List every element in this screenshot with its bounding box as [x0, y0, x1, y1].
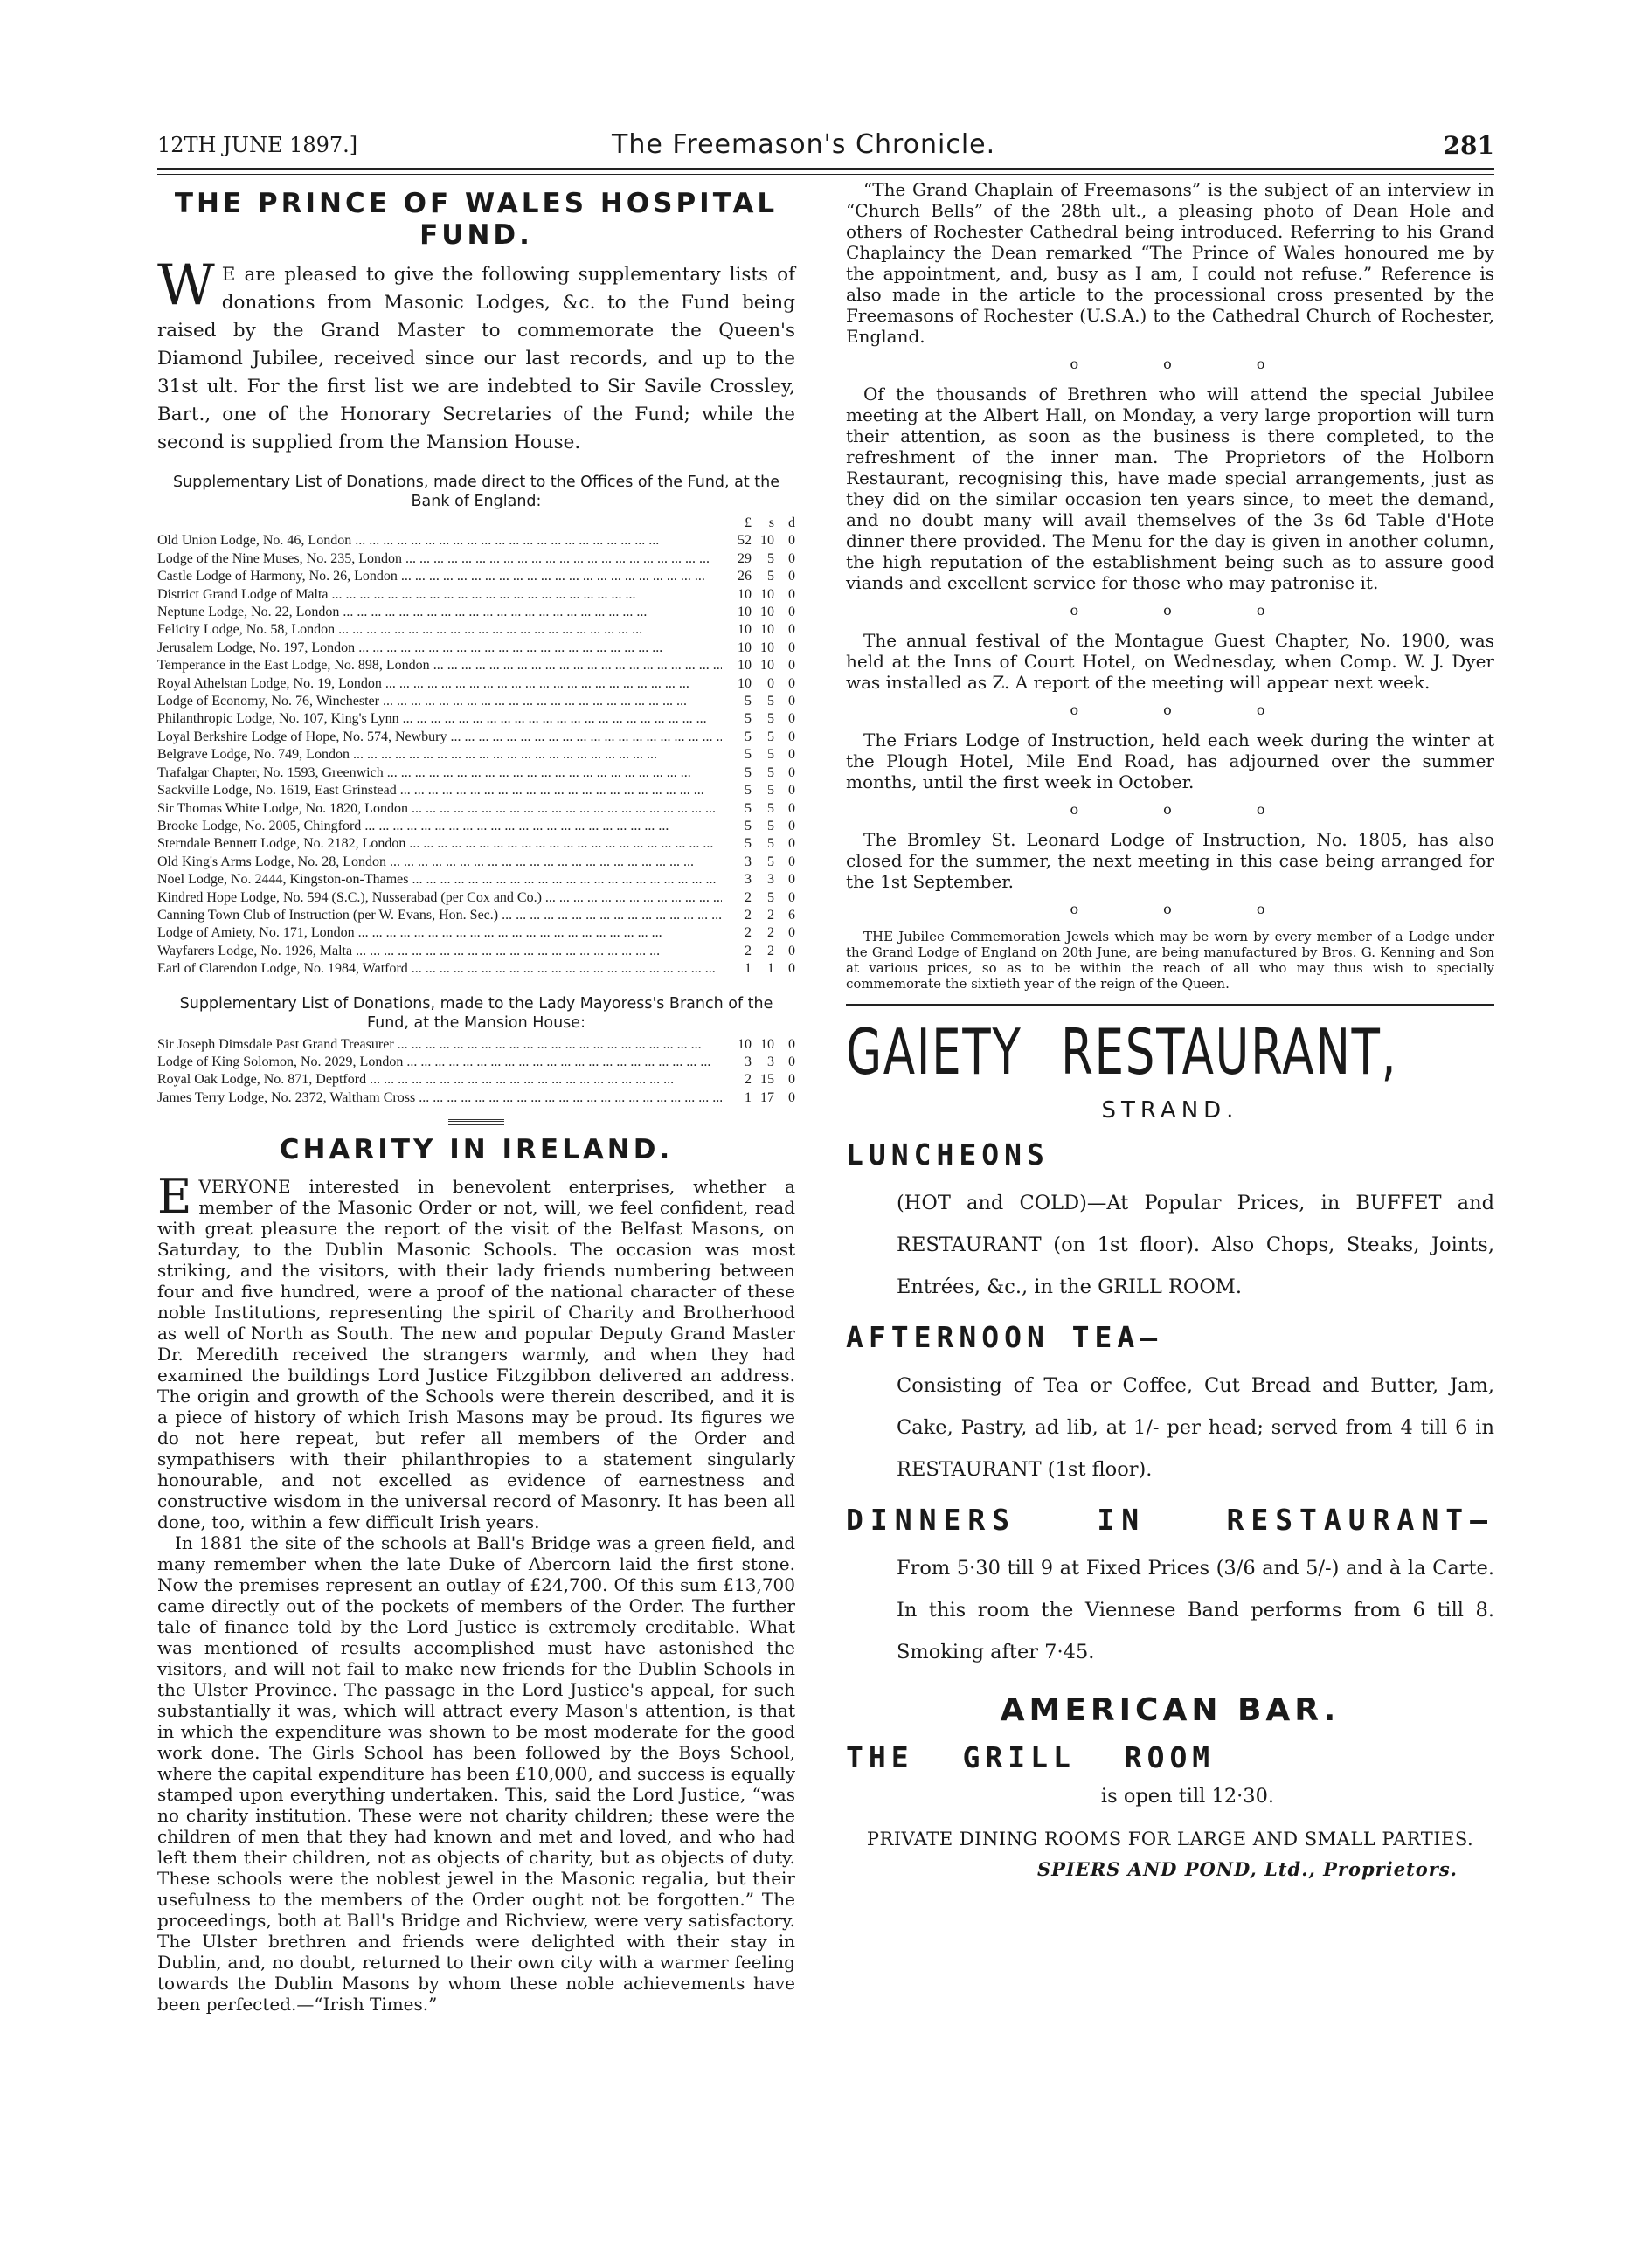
amount-shillings: 5: [767, 800, 774, 816]
donor-name: Lodge of Amiety, No. 171, London ... .: [157, 924, 722, 942]
donation-row: [157, 532, 795, 550]
amount-shillings: 5: [767, 783, 774, 799]
amount-shillings: 5: [767, 569, 774, 584]
donation-row: [157, 800, 795, 818]
amount-pence: 0: [788, 694, 795, 709]
charity-para-2: In 1881 the site of the schools at Ball's Bridge was a green field, and many remember when the late Duke of Abercorn laid the first stone. Now the premises represent an outlay of £24,700. Of this sum £13,700 came directly out of the pockets of members of the Order. The further tale of finance told by the Lord Justice is extremely creditable. What was mentioned of results accomplished must have astonished the visitors, and will not fail to make new friends for the Dublin Schools in the Ulster Province. The passage in the Lord Justice's appeal, for such substantially it was, which will attract every Mason's attention, is that in which the expenditure was shown to be most moderate for the good work done. The Girls School has been followed by the Boys School, where the capital expenditure has been £10,000, and success is equally stamped upon everything undertaken. This, said the Lord Justice, “was no charity institution. These were not charity children; these were the children of men that they had known and met and loved, and who had left them their children, not as objects of charity, but as objects of duty. These schools were the noblest jewel in the Masonic regalia, but their usefulness to the members of the Order ought not be forgotten.” The proceedings, both at Ball's Bridge and Richview, were very satisfactory. The Ulster brethren and friends were delighted with their stay in Dublin, and, no doubt, returned to their own city with a warmer feeling towards the Dublin Masons by whom these noble achievements have been perfected.—“Irish Times.”: [157, 1532, 795, 2016]
donor-name: Temperance in the East Lodge, No. 898, London ... .: [157, 657, 722, 674]
donation-row: [157, 854, 795, 871]
amount-pence: 0: [788, 943, 795, 958]
donation-row: [157, 1036, 795, 1054]
donation-row: [157, 907, 795, 924]
amount-pounds: 3: [745, 1054, 752, 1069]
note-jubilee-jewels: THE Jubilee Commemoration Jewels which may be worn by every member of a Lodge under the Grand Lodge of England on 20th June, are being manufactured by Bros. G. Kenning and Son at various prices, so as to be within the reach of all who may thus wish to specially commemorate the sixtieth year of the reign of the Queen.: [846, 929, 1494, 992]
donation-row: [157, 621, 795, 639]
amount-pence: 0: [788, 854, 795, 869]
amount-pounds: 5: [745, 729, 752, 744]
proprietors: SPIERS AND POND, Ltd., Proprietors.: [1036, 1858, 1458, 1880]
donor-name: Felicity Lodge, No. 58, London ... .: [157, 621, 722, 639]
amount-shillings: 5: [767, 836, 774, 852]
amount-pounds: 52: [738, 533, 752, 549]
amount-pounds: 10: [738, 640, 752, 655]
pounds-header: £: [745, 515, 752, 530]
amount-pence: 0: [788, 925, 795, 941]
amount-shillings: 10: [760, 533, 774, 549]
hospital-fund-title: THE PRINCE OF WALES HOSPITAL FUND.: [174, 188, 779, 251]
donations-table-1: [157, 515, 795, 978]
donation-row: [157, 1054, 795, 1071]
amount-shillings: 2: [767, 907, 774, 923]
shillings-header: s: [768, 515, 774, 530]
grill-room-heading: [846, 1740, 1494, 1774]
amount-pence: 0: [788, 872, 795, 888]
donation-row: [157, 604, 795, 621]
issue-date: 12TH JUNE 1897.]: [157, 133, 358, 157]
grill-heading-1: THE: [846, 1740, 914, 1774]
donation-row: [157, 640, 795, 657]
amount-pounds: 10: [738, 622, 752, 638]
donation-row: [157, 943, 795, 960]
donation-row: [157, 1071, 795, 1089]
amount-shillings: 17: [760, 1089, 774, 1105]
amount-shillings: 5: [767, 818, 774, 833]
amount-pence: 0: [788, 640, 795, 655]
donor-name: Sterndale Bennett Lodge, No. 2182, London ... .: [157, 835, 722, 853]
donation-row: [157, 871, 795, 889]
amount-pounds: 10: [738, 605, 752, 620]
advert-title-word-2: RESTAURANT,: [1060, 1015, 1397, 1089]
amount-pounds: 10: [738, 675, 752, 691]
donation-row: [157, 782, 795, 799]
amount-pence: 0: [788, 747, 795, 763]
charity-title: CHARITY IN IRELAND.: [279, 1134, 674, 1166]
amount-shillings: 10: [760, 622, 774, 638]
amount-pence: 0: [788, 533, 795, 549]
amount-shillings: 3: [767, 872, 774, 888]
donation-row: [157, 764, 795, 782]
donor-name: Lodge of King Solomon, No. 2029, London ... .: [157, 1054, 722, 1071]
amount-pounds: 1: [745, 961, 752, 977]
list2-heading: Supplementary List of Donations, made to the Lady Mayoress's Branch of the Fund, at the Mansion House:: [179, 994, 773, 1032]
amount-pounds: 5: [745, 783, 752, 799]
donation-row: [157, 657, 795, 674]
amount-pounds: 10: [738, 658, 752, 674]
donor-name: Sir Joseph Dimsdale Past Grand Treasurer ... .: [157, 1036, 722, 1054]
masthead-title: The Freemason's Chronicle.: [612, 129, 996, 160]
amount-pence: 0: [788, 1072, 795, 1088]
separator: o o o: [1070, 801, 1306, 818]
amount-pence: 0: [788, 550, 795, 566]
donor-name: Philanthropic Lodge, No. 107, King's Lynn ... .: [157, 710, 722, 728]
amount-pounds: 10: [738, 1036, 752, 1052]
dinners-heading: [846, 1503, 1494, 1537]
section-divider: [448, 1119, 504, 1125]
advert-title: [846, 1015, 1494, 1089]
charity-drop-cap: E: [157, 1169, 192, 1225]
advert-location: STRAND.: [1101, 1097, 1239, 1124]
amount-pounds: 3: [745, 854, 752, 869]
donor-name: Earl of Clarendon Lodge, No. 1984, Watford ... .: [157, 960, 722, 978]
donation-row: [157, 550, 795, 568]
donor-name: Royal Oak Lodge, No. 871, Deptford ... .: [157, 1071, 722, 1089]
donation-row: [157, 960, 795, 978]
amount-shillings: 5: [767, 854, 774, 869]
amount-pounds: 26: [738, 569, 752, 584]
donor-name: Castle Lodge of Harmony, No. 26, London ... .: [157, 568, 722, 585]
page-number: 281: [1443, 131, 1494, 160]
donor-name: Loyal Berkshire Lodge of Hope, No. 574, Newbury ... .: [157, 729, 722, 746]
amount-pounds: 5: [745, 800, 752, 816]
note-grand-chaplain: “The Grand Chaplain of Freemasons” is the subject of an interview in “Church Bells” of the 28th ult., a pleasing photo of Dean Hole and others of Rochester Cathedral being introduced. Referring to his Grand Chaplaincy the Dean remarked “The Prince of Wales honoured me by the appointment, and, busy as I am, I could not refuse.” Reference is also made in the article to the processional cross presented by the Freemasons of Rochester (U.S.A.) to the Cathedral Church of Rochester, England.: [846, 179, 1494, 347]
amount-pence: 6: [788, 907, 795, 923]
donor-name: Trafalgar Chapter, No. 1593, Greenwich ... .: [157, 764, 722, 782]
list1-heading: Supplementary List of Donations, made direct to the Offices of the Fund, at the Bank of England:: [172, 474, 780, 510]
amount-pence: 0: [788, 764, 795, 780]
donor-name: Royal Athelstan Lodge, No. 19, London ... .: [157, 675, 722, 693]
donor-name: Old King's Arms Lodge, No. 28, London ... .: [157, 854, 722, 871]
amount-pence: 0: [788, 1036, 795, 1052]
amount-pounds: 2: [745, 925, 752, 941]
amount-pounds: 1: [745, 1089, 752, 1105]
amount-pounds: 5: [745, 818, 752, 833]
grill-heading-2: GRILL: [962, 1740, 1076, 1774]
donor-name: Brooke Lodge, No. 2005, Chingford ... .: [157, 818, 722, 835]
note-bromley: The Bromley St. Leonard Lodge of Instruction, No. 1805, has also closed for the summer, the next meeting in this case being arranged for the 1st September.: [846, 829, 1494, 892]
donations-list-2: [157, 1036, 795, 1108]
amount-pence: 0: [788, 569, 795, 584]
donation-row: [157, 675, 795, 693]
amount-shillings: 0: [767, 675, 774, 691]
separator: o o o: [1070, 901, 1306, 917]
dinners-heading-1: DINNERS: [846, 1503, 1017, 1537]
amount-shillings: 5: [767, 747, 774, 763]
amount-pence: 0: [788, 818, 795, 833]
note-albert-hall: Of the thousands of Brethren who will attend the special Jubilee meeting at the Albert Hall, on Monday, a very large proportion will turn their attention, as soon as the business is there completed, to the refreshment of the inner man. The Proprietors of the Holborn Restaurant, recognising this, have made special arrangements, just as they did on the similar occasion ten years since, to meet the demand, and no doubt many will avail themselves of the 3s 6d Table d'Hote dinner there provided. The Menu for the day is given in another column, the high reputation of the establishment being such as to assure good viands and excellent service for those who may patronise it.: [846, 384, 1494, 593]
drop-cap: W: [157, 253, 215, 318]
amount-shillings: 5: [767, 764, 774, 780]
currency-header-row: [157, 515, 795, 532]
luncheons-text: (HOT and COLD)—At Popular Prices, in BUFFET and RESTAURANT (on 1st floor). Also Chops, Steaks, Joints, Entrées, &c., in the GRILL ROOM.: [897, 1192, 1494, 1298]
gaiety-advert: [846, 1015, 1494, 1880]
hospital-fund-intro: [157, 253, 795, 457]
note-friars-lodge: The Friars Lodge of Instruction, held each week during the winter at the Plough Hotel, Mile End Road, has adjourned over the summer months, until the first week in October.: [846, 729, 1494, 792]
american-bar: AMERICAN BAR.: [1000, 1692, 1341, 1728]
donor-name: Lodge of Economy, No. 76, Winchester ... .: [157, 693, 722, 710]
donor-name: Wayfarers Lodge, No. 1926, Malta ... .: [157, 943, 722, 960]
charity-para-1-text: VERYONE interested in benevolent enterprises, whether a member of the Masonic Order or not, will, we feel confident, read with great pleasure the report of the visit of the Belfast Masons, on Saturday, to the Dublin Masonic Schools. The occasion was most striking, and the visitors, with their lady friends numbering between four and five hundred, were a proof of the national character of these noble Institutions, representing the spirit of Charity and Brotherhood as well of North as South. The new and popular Deputy Grand Master Dr. Meredith received the strangers warmly, and when they had examined the buildings Lord Justice Fitzgibbon delivered an address. The origin and growth of the Schools were therein described, and it is a piece of history of which Irish Masons may be proud. Its figures we do not here repeat, but refer all members of the Order and sympathisers with their philanthropies to a statement singularly honourable, and not excelled as evidence of earnestness and constructive wisdom in the universal record of Masonry. It has been all done, too, within a few difficult Irish years.: [157, 1176, 795, 1533]
amount-pounds: 3: [745, 872, 752, 888]
amount-pounds: 2: [745, 889, 752, 905]
amount-shillings: 10: [760, 586, 774, 602]
amount-pence: 0: [788, 800, 795, 816]
amount-pounds: 5: [745, 711, 752, 727]
separator: o o o: [1070, 356, 1306, 372]
dinners-text: From 5·30 till 9 at Fixed Prices (3/6 and 5/-) and à la Carte. In this room the Viennese Band performs from 6 till 8. Smoking after 7·45.: [897, 1557, 1494, 1663]
page-header: [157, 129, 1494, 164]
amount-pounds: 5: [745, 694, 752, 709]
separator: o o o: [1070, 702, 1306, 718]
afternoon-tea-text: Consisting of Tea or Coffee, Cut Bread and Butter, Jam, Cake, Pastry, ad lib, at 1/- per head; served from 4 till 6 in RESTAURANT (1st floor).: [897, 1374, 1494, 1481]
amount-pence: 0: [788, 1089, 795, 1105]
grill-heading-3: ROOM: [1124, 1740, 1216, 1774]
amount-shillings: 1: [767, 961, 774, 977]
donor-name: Kindred Hope Lodge, No. 594 (S.C.), Nusserabad (per Cox and Co.) ... .: [157, 889, 722, 907]
amount-shillings: 3: [767, 1054, 774, 1069]
luncheons-heading: LUNCHEONS: [846, 1137, 1050, 1172]
donation-row: [157, 889, 795, 907]
amount-pence: 0: [788, 605, 795, 620]
donor-name: Old Union Lodge, No. 46, London ... .: [157, 532, 722, 550]
dinners-heading-3: RESTAURANT—: [1226, 1503, 1494, 1537]
left-column: [157, 179, 795, 2015]
donations-table-2: [157, 1036, 795, 1108]
donation-row: [157, 924, 795, 942]
donation-row: [157, 710, 795, 728]
amount-pounds: 10: [738, 586, 752, 602]
amount-shillings: 10: [760, 640, 774, 655]
donation-row: [157, 835, 795, 853]
charity-para-1: [157, 1169, 795, 1533]
donation-row: [157, 729, 795, 746]
hospital-fund-intro-text: E are pleased to give the following supplementary lists of donations from Masonic Lodges, &c. to the Fund being raised by the Grand Master to commemorate the Queen's Diamond Jubilee, received since our last records, and up to the 31st ult. For the first list we are indebted to Sir Savile Crossley, Bart., one of the Honorary Secretaries of the Fund; while the second is supplied from the Mansion House.: [157, 264, 795, 453]
amount-pence: 0: [788, 1054, 795, 1069]
donations-list-1: [157, 532, 795, 978]
amount-shillings: 10: [760, 1036, 774, 1052]
donation-row: [157, 586, 795, 604]
amount-pence: 0: [788, 586, 795, 602]
donor-name: Canning Town Club of Instruction (per W. Evans, Hon. Sec.) ... .: [157, 907, 722, 924]
amount-shillings: 5: [767, 889, 774, 905]
donor-name: Noel Lodge, No. 2444, Kingston-on-Thames ... .: [157, 871, 722, 889]
pence-header: d: [788, 515, 795, 530]
amount-pounds: 5: [745, 836, 752, 852]
separator: o o o: [1070, 602, 1306, 619]
note-montague-guest: The annual festival of the Montague Guest Chapter, No. 1900, was held at the Inns of Court Hotel, on Wednesday, when Comp. W. J. Dyer was installed as Z. A report of the meeting will appear next week.: [846, 630, 1494, 693]
amount-pounds: 5: [745, 747, 752, 763]
grill-room-hours: is open till 12·30.: [1100, 1785, 1275, 1808]
amount-pounds: 2: [745, 1072, 752, 1088]
advert-rule: [846, 1004, 1494, 1006]
donor-name: District Grand Lodge of Malta ... .: [157, 586, 722, 604]
donation-row: [157, 746, 795, 764]
header-rule: [157, 168, 1494, 175]
charity-article: [157, 1169, 795, 2016]
amount-shillings: 15: [760, 1072, 774, 1088]
donation-row: [157, 1089, 795, 1107]
donor-name: Sir Thomas White Lodge, No. 1820, London ... .: [157, 800, 722, 818]
donor-name: James Terry Lodge, No. 2372, Waltham Cross ... .: [157, 1089, 722, 1107]
amount-pence: 0: [788, 783, 795, 799]
amount-pence: 0: [788, 961, 795, 977]
amount-pounds: 2: [745, 907, 752, 923]
amount-pence: 0: [788, 622, 795, 638]
dinners-heading-2: IN: [1097, 1503, 1147, 1537]
donor-name: Lodge of the Nine Muses, No. 235, London ... .: [157, 550, 722, 568]
advert-title-word-1: GAIETY: [846, 1015, 1022, 1089]
amount-pence: 0: [788, 889, 795, 905]
amount-pence: 0: [788, 675, 795, 691]
amount-shillings: 5: [767, 711, 774, 727]
notes-section: [846, 179, 1494, 992]
amount-pence: 0: [788, 711, 795, 727]
amount-shillings: 5: [767, 729, 774, 744]
donation-row: [157, 818, 795, 835]
amount-shillings: 10: [760, 658, 774, 674]
amount-pence: 0: [788, 729, 795, 744]
right-column: [846, 179, 1494, 1880]
amount-pounds: 29: [738, 550, 752, 566]
donor-name: Belgrave Lodge, No. 749, London ... .: [157, 746, 722, 764]
amount-pounds: 5: [745, 764, 752, 780]
donation-row: [157, 568, 795, 585]
amount-pence: 0: [788, 836, 795, 852]
amount-shillings: 5: [767, 550, 774, 566]
amount-pounds: 2: [745, 943, 752, 958]
donation-row: [157, 693, 795, 710]
afternoon-tea-heading: AFTERNOON TEA—: [846, 1320, 1163, 1354]
amount-shillings: 10: [760, 605, 774, 620]
donor-name: Neptune Lodge, No. 22, London ... .: [157, 604, 722, 621]
amount-shillings: 2: [767, 943, 774, 958]
amount-shillings: 5: [767, 694, 774, 709]
amount-shillings: 2: [767, 925, 774, 941]
donor-name: Jerusalem Lodge, No. 197, London ... .: [157, 640, 722, 657]
donor-name: Sackville Lodge, No. 1619, East Grinstead ... .: [157, 782, 722, 799]
amount-pence: 0: [788, 658, 795, 674]
private-dining: PRIVATE DINING ROOMS FOR LARGE AND SMALL PARTIES.: [866, 1829, 1474, 1850]
